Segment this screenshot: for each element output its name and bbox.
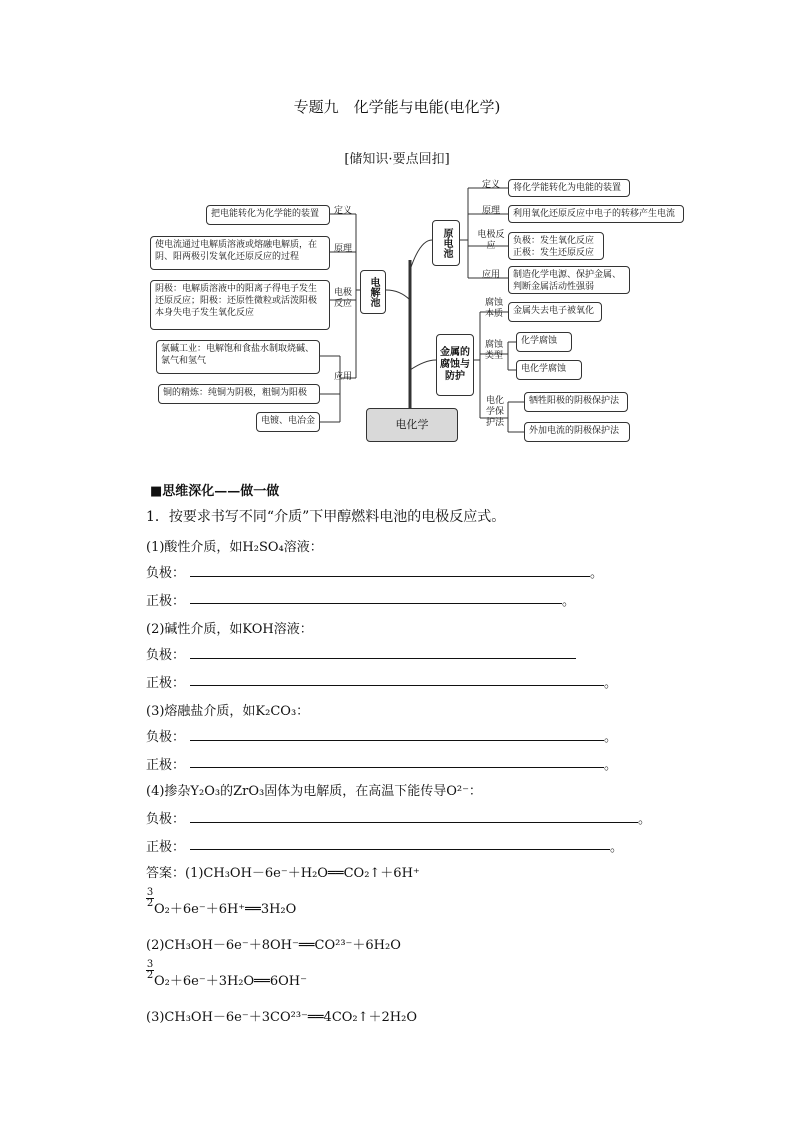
- label-electrode-reaction: 电极反应: [333, 288, 352, 309]
- answer-line-5: (3)CH₃OH－6e⁻＋3CO²³⁻══4CO₂↑＋2H₂O: [146, 1010, 418, 1025]
- period: 。: [604, 758, 618, 773]
- period: 。: [590, 566, 604, 581]
- label-definition: 定义: [333, 206, 352, 216]
- period: 。: [604, 676, 618, 691]
- period: 。: [562, 594, 576, 609]
- item-chlor-alkali: 氯碱工业：电解饱和食盐水制取烧碱、氯气和氢气: [156, 340, 320, 374]
- page-title: 专题九 化学能与电能(电化学): [293, 98, 501, 116]
- neg-label: 负极：: [146, 648, 186, 663]
- answer-line-1: 答案：(1)CH₃OH－6e⁻＋H₂O══CO₂↑＋6H⁺: [146, 866, 420, 881]
- answer-blank[interactable]: [190, 822, 638, 823]
- label-electrochemical-protection: 电化学保护法: [485, 396, 504, 428]
- label-principle: 原理: [481, 206, 500, 216]
- pos-label: 正极：: [146, 594, 186, 609]
- rt-item-principle: 利用氧化还原反应中电子的转移产生电流: [508, 205, 684, 223]
- rt-item-definition: 将化学能转化为电能的装置: [508, 179, 630, 197]
- pos-label: 正极：: [146, 758, 186, 773]
- label-electrode-reaction: 电极反应: [477, 230, 505, 251]
- node-galvanic-cell: [432, 220, 460, 266]
- rb-item-essence: 金属失去电子被氧化: [508, 302, 602, 322]
- item-electrode-reaction: 阴极：电解质溶液中的阳离子得电子发生还原反应；阳极：还原性微粒或活泼阳极本身失电子发生氧化反应: [150, 280, 330, 330]
- label-definition: 定义: [481, 180, 500, 190]
- mindmap-connectors: [0, 0, 794, 470]
- item-electroplating: 电镀、电冶金: [256, 412, 320, 432]
- rb-item-sacrificial-anode: 牺牲阳极的阴极保护法: [524, 392, 628, 412]
- node-electrolytic-cell: [360, 270, 386, 314]
- part-3-title: (3)熔融盐介质，如K₂CO₃：: [146, 704, 310, 719]
- label-application: 应用: [481, 270, 500, 280]
- rb-item-chemical-corrosion: 化学腐蚀: [516, 332, 572, 352]
- neg-label: 负极：: [146, 566, 186, 581]
- fraction: [146, 960, 154, 981]
- rt-item-electrode-reaction: 负极：发生氧化反应 正极：发生还原反应: [508, 232, 604, 260]
- fraction-numerator: 3: [146, 887, 154, 898]
- period: 。: [610, 840, 624, 855]
- fraction-numerator: 3: [146, 959, 154, 970]
- node-label: 金属的腐蚀与防护: [440, 347, 470, 382]
- period: 。: [604, 730, 618, 745]
- item-copper-refining: 铜的精炼：纯铜为阴极，粗铜为阳极: [158, 384, 320, 404]
- period: 。: [638, 812, 652, 827]
- mindmap-center-node: 电化学: [366, 408, 458, 442]
- part-4-title: (4)掺杂Y₂O₃的ZrO₃固体为电解质，在高温下能传导O²⁻：: [146, 784, 482, 799]
- answer-line-2: O₂＋6e⁻＋6H⁺══3H₂O: [154, 902, 297, 917]
- label-corrosion-essence: 腐蚀本质: [484, 298, 503, 319]
- item-principle: 使电流通过电解质溶液或熔融电解质，在阴、阳两极引发氧化还原反应的过程: [150, 236, 330, 270]
- rb-item-electrochemical-corrosion: 电化学腐蚀: [516, 360, 582, 380]
- fraction-denominator: 2: [146, 970, 154, 981]
- neg-label: 负极：: [146, 812, 186, 827]
- answer-blank[interactable]: [190, 849, 610, 850]
- label-corrosion-type: 腐蚀类型: [484, 340, 503, 361]
- answer-blank[interactable]: [190, 685, 604, 686]
- answer-blank[interactable]: [190, 658, 576, 659]
- answer-blank[interactable]: [190, 767, 604, 768]
- fraction-denominator: 2: [146, 898, 154, 909]
- pos-label: 正极：: [146, 840, 186, 855]
- label-application: 应用: [333, 372, 352, 382]
- node-label: 电解池: [368, 277, 379, 307]
- label-principle: 原理: [333, 244, 352, 254]
- section-subtitle: [储知识·要点回扣]: [344, 152, 450, 167]
- node-label: 原电池: [441, 228, 452, 258]
- question-title: 1．按要求书写不同“介质”下甲醇燃料电池的电极反应式。: [146, 509, 506, 525]
- node-corrosion: [436, 334, 474, 396]
- pos-label: 正极：: [146, 676, 186, 691]
- answer-blank[interactable]: [190, 603, 562, 604]
- rt-item-application: 制造化学电源、保护金属、判断金属活动性强弱: [508, 266, 630, 294]
- answer-blank[interactable]: [190, 576, 590, 577]
- fraction: [146, 888, 154, 909]
- item-definition: 把电能转化为化学能的装置: [206, 205, 330, 225]
- answer-blank[interactable]: [190, 740, 604, 741]
- answer-line-4: O₂＋6e⁻＋3H₂O══6OH⁻: [154, 974, 307, 989]
- section-heading: ■思维深化——做一做: [150, 484, 280, 499]
- part-1-title: (1)酸性介质，如H₂SO₄溶液：: [146, 540, 323, 555]
- part-2-title: (2)碱性介质，如KOH溶液：: [146, 622, 313, 637]
- answer-line-3: (2)CH₃OH－6e⁻＋8OH⁻══CO²³⁻＋6H₂O: [146, 938, 401, 953]
- neg-label: 负极：: [146, 730, 186, 745]
- rb-item-impressed-current: 外加电流的阴极保护法: [524, 422, 630, 442]
